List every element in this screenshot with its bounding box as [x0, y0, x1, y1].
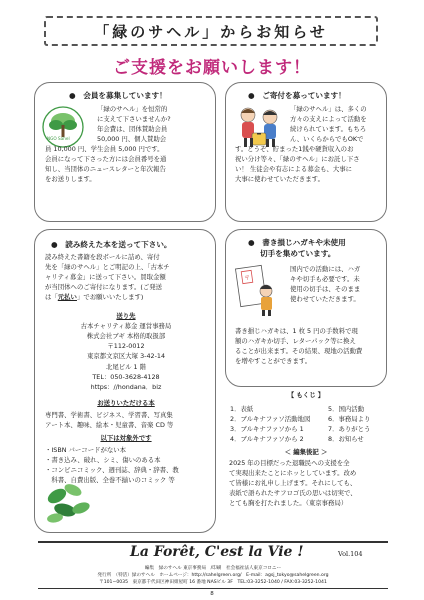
stamps-line-1: 国内での活動には、ハガ: [290, 265, 361, 273]
donation-line-4: ん、いくらからでもOKで: [290, 135, 364, 144]
membership-heading: ● 会員を募集しています！: [69, 91, 167, 100]
book-line-5-post: 」でお願いいたします): [76, 293, 144, 302]
book-line-3: ャリティ募金」に送って下さい。買取金額: [45, 273, 166, 282]
postscript-line-2: て実現出来たことにホッとしています。改め: [229, 469, 357, 478]
stamps-line-8: を増やすことができます。: [235, 357, 312, 366]
membership-line-3: 年会費は、団体賛助会員: [97, 125, 168, 134]
book-line-4: が当団体へのご寄付になります。(ご発送: [45, 283, 163, 292]
excluded-line-2: ・書き込み、破れ、シミ、傷いのある本: [45, 456, 161, 465]
postcard-illustration: [234, 261, 280, 317]
toc-item-1: 1．表紙: [230, 405, 254, 413]
book-line-5: [45, 292, 213, 302]
membership-card: [34, 82, 216, 222]
postscript-line-1: 2025 年の目標だった退職民への支援を全: [229, 459, 350, 467]
membership-line-1: 「緑のサヘル」を恒常的: [97, 105, 168, 113]
donation-line-3: 続けられています。もちろ: [290, 125, 367, 134]
toc-item-5: 5．国内活動: [328, 405, 365, 413]
membership-line-6: 会員になって下さった方には会員番号を通: [45, 155, 167, 164]
stamps-line-3: 使用の切手は、そのまま: [290, 285, 361, 294]
newsletter-logo: La Forêt, C'est la Vie !: [130, 544, 304, 560]
toc-item-7: 7．ありがとう: [328, 425, 371, 434]
book-line-1: 読み終えた書籍を段ボールに詰め、寄付: [45, 253, 160, 261]
newsletter-masthead: [40, 544, 390, 566]
donation-line-7: い！ 生徒会や有志による募金も、大事に: [235, 165, 353, 174]
stamps-line-5: 書き損じハガキは、1 枚 5 円の手数料で現: [235, 327, 358, 335]
svg-text:〒: 〒: [243, 274, 251, 283]
donation-heading: ● ご寄付を募っています！: [248, 91, 346, 100]
donation-line-6: 祝い分け等々、「緑のサヘル」にお託し下さ: [235, 155, 360, 164]
destination-line-3: 〒112-0012: [107, 342, 145, 351]
accepted-books-label: お送りいただける本: [97, 399, 155, 407]
toc-item-6: 6．事務局より: [328, 415, 371, 424]
membership-line-2: に支えて下さいませんか?: [97, 115, 171, 124]
stamps-heading-2: 切手を集めています。: [260, 249, 336, 258]
destination-line-7: https：//hondana．biz: [90, 382, 162, 391]
excluded-line-1: ・ISBN バーコードがない本: [45, 446, 127, 454]
stamps-card: [225, 229, 387, 387]
footer-publisher: 発行所 （特活）緑のサヘル ホームページ：http://sahelgreen.org/ E-mail：agsj_tokyo@sahelgreen.org: [97, 573, 329, 579]
destination-line-2: 株式会社ブギ 本格的取扱部: [86, 332, 166, 341]
footer-editor: 編集 緑のサヘル 東京事務局 /印刷 社会福祉法人東京コロニー: [144, 566, 282, 571]
stamps-line-4: 使わせていただきます。: [290, 295, 360, 304]
book-heading: ● 読み終えた本を送って下さい。: [51, 240, 172, 249]
destination-line-1: 古本チャリティ募金 運営事務局: [80, 322, 172, 331]
destination-label: 送り先: [116, 312, 136, 320]
donation-line-2: 方々の支えによって活動を: [290, 115, 367, 124]
stamps-line-6: 額のハガキか切手、レターパック等に換え: [235, 337, 356, 346]
donation-line-8: 大事に使わせていただきます。: [235, 175, 324, 184]
postscript-heading: ＜ 編集後記 ＞: [284, 448, 328, 456]
postscript-line-3: て皆様にお礼申し上げます。それにしても、: [229, 479, 357, 488]
membership-line-4: 50,000 円、個人賛助会: [97, 135, 167, 144]
sahel-logo: [41, 105, 85, 149]
leaf-decoration-icon: [43, 478, 95, 528]
toc-item-2: 2．ブルキナファソ活動地図: [230, 415, 311, 424]
donation-card: [225, 82, 387, 222]
excluded-books-label: 以下は対象外です: [100, 434, 152, 442]
book-line-2: 先を「緑のサヘル」とご明記の上、「古本チ: [45, 263, 170, 272]
book-line-5-pre: は「: [45, 293, 58, 302]
membership-line-5: 員 10,000 円、学生会員 5,000 円です。: [45, 145, 164, 153]
toc-item-8: 8．お知らせ: [328, 435, 364, 444]
footer-bottom-rule: [38, 588, 388, 589]
donation-line-1: 「緑のサヘル」は、多くの: [290, 105, 367, 113]
excluded-line-3: ・コンビニコミック、週刊誌、辞典・辞書、教: [45, 466, 179, 475]
membership-line-8: をお送りします。: [45, 175, 96, 184]
donation-line-5: す。どうぞ、貯まった1銭や硬貨収入のお: [235, 145, 354, 153]
prepaid-emphasis: 元払い: [57, 293, 77, 302]
toc-heading: 【 もくじ 】: [287, 391, 325, 399]
stamps-heading-1: ● 書き損じハガキや未使用: [248, 238, 346, 247]
toc-item-4: 4．ブルキナファソから 2: [230, 435, 304, 444]
volume-number: Vol.104: [338, 550, 363, 558]
postscript-line-4: 表紙で語られたサフロゴ氏の思いは切実で、: [229, 489, 357, 498]
page-number: 8: [210, 591, 214, 597]
footer-address: 〒101−0035 東京都千代田区神田紺屋町 16 番地 NASビル 3F TEL:03-3252-1040 / FAX:03-3252-1041: [99, 580, 327, 586]
book-donation-card: [34, 229, 216, 533]
destination-line-4: 東京都文京区大塚 3-42-14: [86, 352, 166, 361]
page-title-box: [44, 16, 378, 46]
stamps-line-2: キや切手も必要です。未: [290, 275, 360, 284]
page-title: 「緑のサヘル」からお知らせ: [94, 22, 328, 41]
membership-line-7: 知し、当団体のニュースレターと年次報告: [45, 165, 166, 174]
excluded-line-4: 科書、自費出版、全巻不揃いのコミック 等: [45, 476, 175, 485]
support-banner: ご支援をお願いします！: [113, 58, 311, 78]
destination-line-6: TEL：050-3628-4128: [92, 372, 160, 381]
accepted-books-line-2: アート本、趣味、絵本・児童書、音楽 CD 等: [45, 421, 174, 430]
toc-item-3: 3．ブルキナファソから 1: [230, 425, 304, 434]
destination-line-5: 北尾ビル 1 階: [105, 362, 147, 371]
footer-top-rule: [38, 541, 388, 543]
sahel-logo-text: NGO Sahel: [47, 136, 70, 141]
postscript-line-5: とても胸を打たれました。（東京事務局）: [229, 499, 348, 508]
stamps-line-7: ることが出来ます。その結果、現地の活動費: [235, 347, 363, 356]
accepted-books-line-1: 専門書、学術書、ビジネス、学習書、写真集: [45, 411, 173, 419]
